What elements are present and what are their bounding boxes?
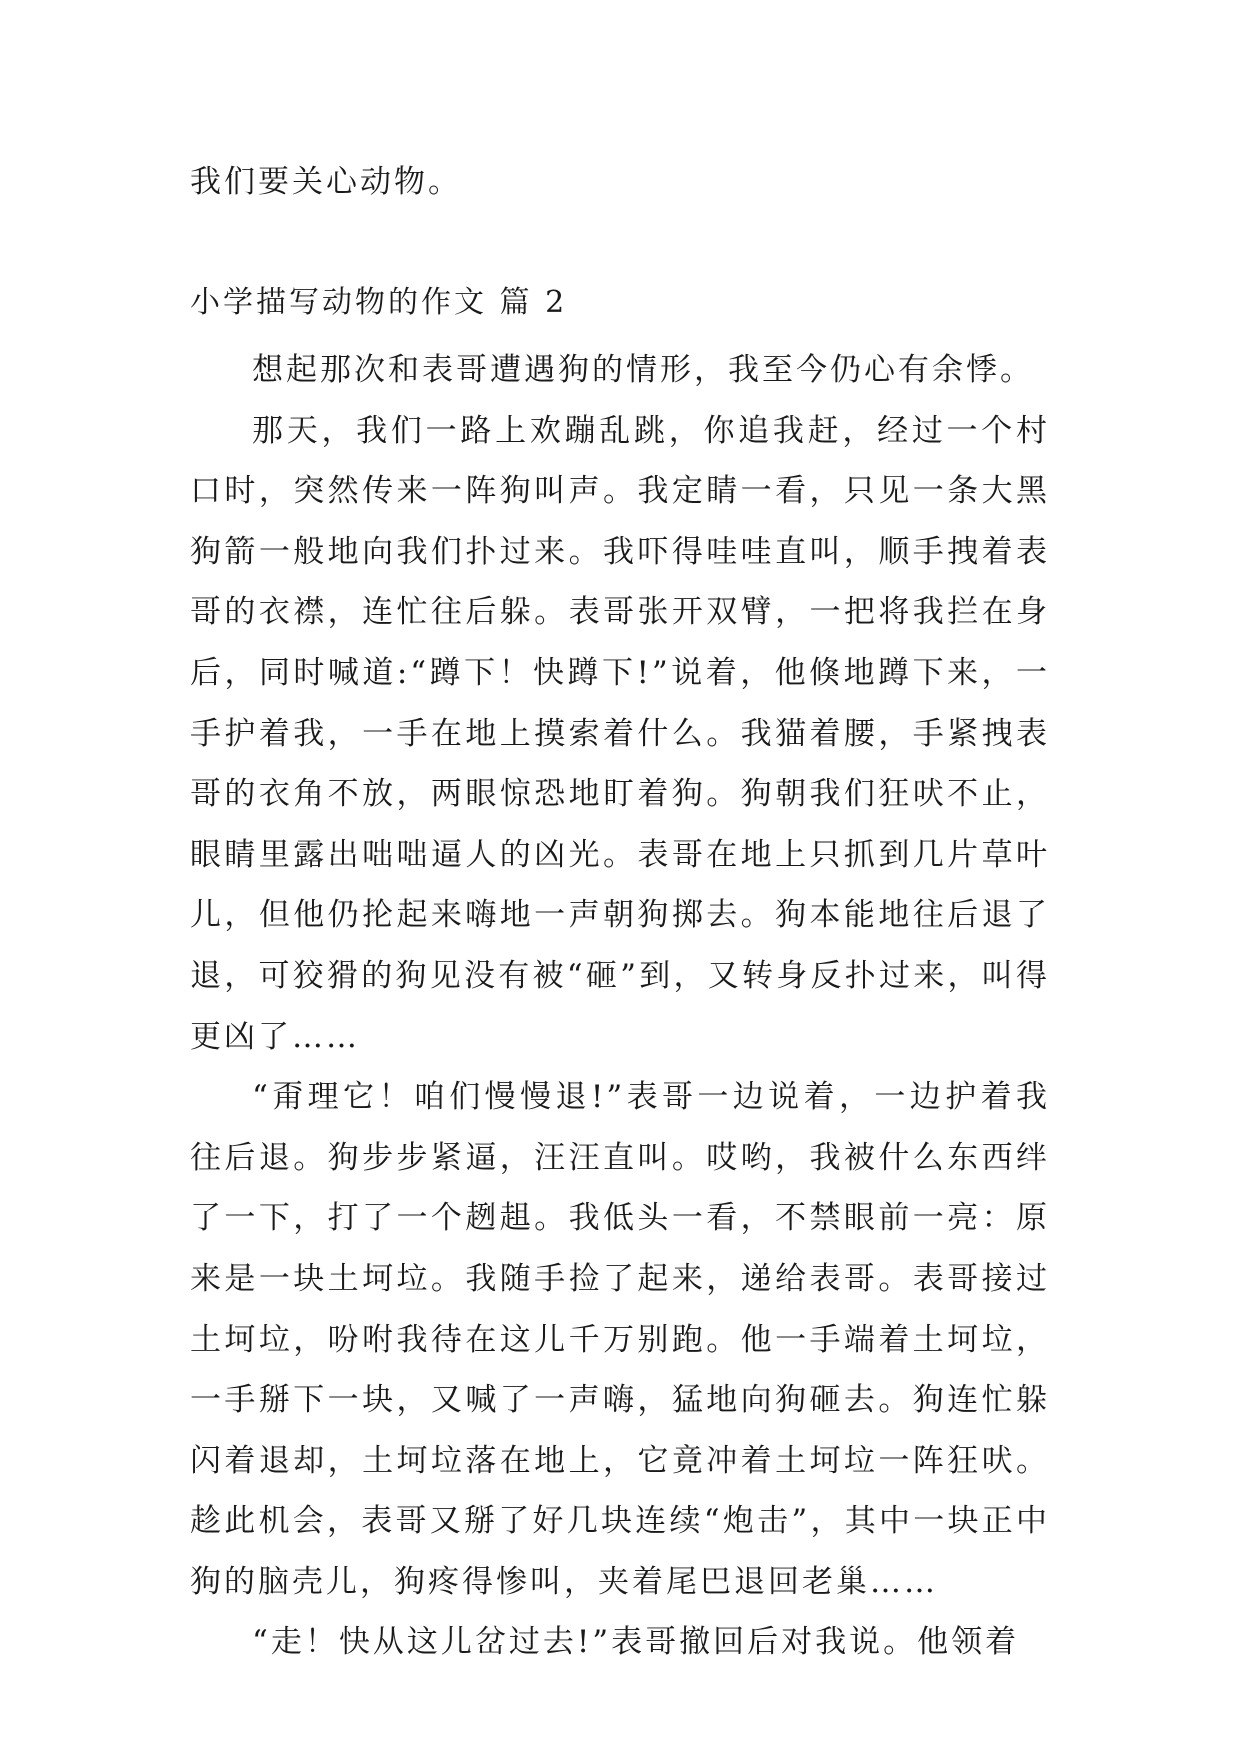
section-title: 小学描写动物的作文 篇 2: [190, 285, 568, 320]
paragraph-1: 想起那次和表哥遭遇狗的情形，我至今仍心有余悸。: [252, 352, 1034, 388]
paragraph-3: “甭理它！咱们慢慢退!”表哥一边说着，一边护着我往后退。狗步步紧逼，汪汪直叫。哎哟，我被什么东西绊了一下，打了一个趔趄。我低头一看，不禁眼前一亮：原来是一块土坷垃。我随手捡了起来，递给表哥。表哥接过土坷垃，吩咐我待在这儿千万别跑。他一手端着土坷垃，一手掰下一块，又喊了一声嗨，猛地向狗砸去。狗连忙躲闪着退却，土坷垃落在地上，它竟冲着土坷垃一阵狂吠。趁此机会，表哥又掰了好几块连续“炮击”，其中一块正中狗的脑壳儿，狗疼得惨叫，夹着尾巴退回老巢……: [190, 1079, 1050, 1600]
essay-body: [190, 340, 1050, 1673]
intro-line: 我们要关心动物。: [190, 164, 462, 200]
paragraph-4: “走！快从这儿岔过去!”表哥撤回后对我说。他领着: [252, 1624, 1020, 1661]
paragraph-2: 那天，我们一路上欢蹦乱跳，你追我赶，经过一个村口时，突然传来一阵狗叫声。我定睛一看，只见一条大黑狗箭一般地向我们扑过来。我吓得哇哇直叫，顺手拽着表哥的衣襟，连忙往后躲。表哥张开双臂，一把将我拦在身后，同时喊道:“蹲下！快蹲下!”说着，他倏地蹲下来，一手护着我，一手在地上摸索着什么。我猫着腰，手紧拽表哥的衣角不放，两眼惊恐地盯着狗。狗朝我们狂吠不止，眼睛里露出咄咄逼人的凶光。表哥在地上只抓到几片草叶儿，但他仍抡起来嗨地一声朝狗掷去。狗本能地往后退了退，可狡猾的狗见没有被“砸”到，又转身反扑过来，叫得更凶了……: [190, 412, 1050, 1055]
